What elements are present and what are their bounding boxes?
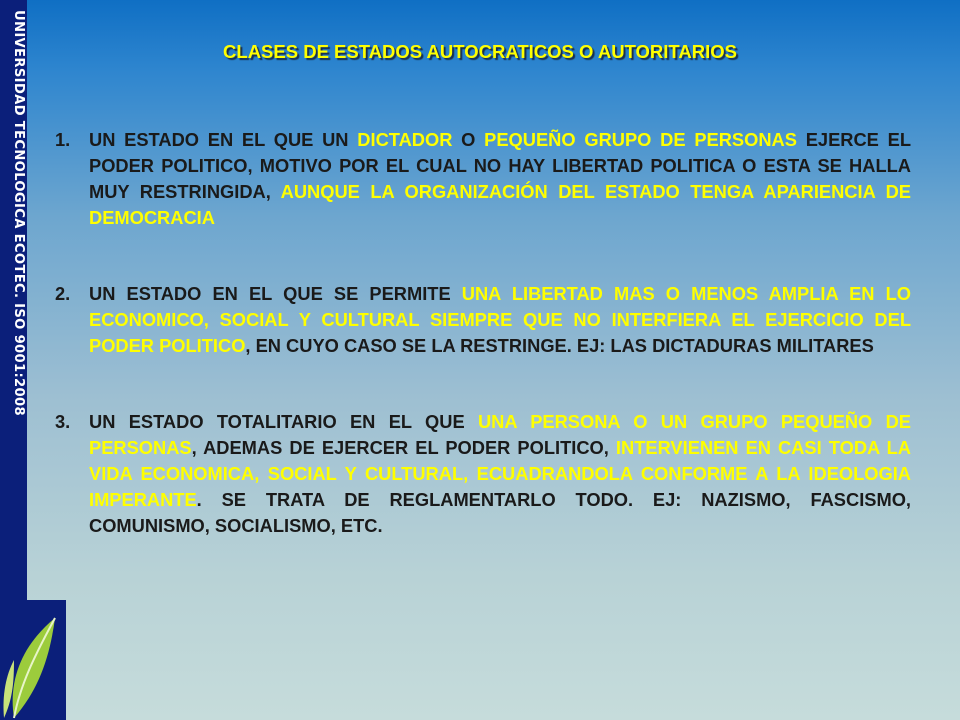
- highlighted-segment: DICTADOR: [357, 129, 453, 150]
- item-text: [89, 283, 911, 356]
- text-segment: , ADEMAS DE EJERCER EL PODER POLITICO,: [191, 437, 616, 458]
- text-segment: , EN CUYO CASO SE LA RESTRINGE. EJ: LAS DICTADURAS MILITARES: [245, 335, 874, 356]
- text-segment: O: [452, 129, 485, 150]
- item-text: [89, 129, 911, 228]
- text-segment: EJERCE EL PODER POLITICO, MOTIVO POR EL CUAL NO HAY LIBERTAD POLITICA O ESTA SE HALLA MUY RESTRINGIDA,: [89, 129, 911, 202]
- list-item: [55, 127, 911, 231]
- list-item-number: 3.: [55, 411, 71, 432]
- list-item: [55, 409, 911, 539]
- text-segment: UN ESTADO TOTALITARIO EN EL QUE: [89, 411, 478, 432]
- autocratic-states-list: [55, 127, 911, 589]
- highlighted-segment: UNA LIBERTAD MAS O MENOS AMPLIA EN LO ECONOMICO, SOCIAL Y CULTURAL SIEMPRE QUE NO INTERFIERA EL EJERCICIO DEL PODER POLITICO: [89, 283, 912, 356]
- university-vertical-label: UNIVERSIDAD TECNOLÓGICA ECOTEC. ISO 9001:2008: [11, 10, 26, 416]
- side-band: [0, 0, 27, 600]
- item-text: [89, 411, 911, 536]
- highlighted-segment: UNA PERSONA O UN GRUPO PEQUEÑO DE PERSONAS: [89, 411, 911, 458]
- highlighted-segment: INTERVIENEN EN CASI TODA LA VIDA ECONOMICA, SOCIAL Y CULTURAL, ECUADRANDOLA CONFORME A LA IDEOLOGIA IMPERANTE: [89, 437, 911, 510]
- text-segment: UN ESTADO EN EL QUE SE PERMITE: [89, 283, 462, 304]
- highlighted-segment: PEQUEÑO GRUPO DE PERSONAS: [484, 129, 797, 150]
- text-segment: UN ESTADO EN EL QUE UN: [89, 129, 358, 150]
- list-item: [55, 281, 911, 359]
- highlighted-segment: AUNQUE LA ORGANIZACIÓN DEL ESTADO TENGA APARIENCIA DE DEMOCRACIA: [89, 181, 911, 228]
- text-segment: . SE TRATA DE REGLAMENTARLO TODO. EJ: NAZISMO, FASCISMO, COMUNISMO, SOCIALISMO, ETC.: [89, 489, 911, 536]
- slide-title: CLASES DE ESTADOS AUTOCRATICOS O AUTORITARIOS: [223, 41, 737, 62]
- list-item-number: 1.: [55, 129, 71, 150]
- list-item-number: 2.: [55, 283, 71, 304]
- leaf-logo-icon: [0, 600, 66, 720]
